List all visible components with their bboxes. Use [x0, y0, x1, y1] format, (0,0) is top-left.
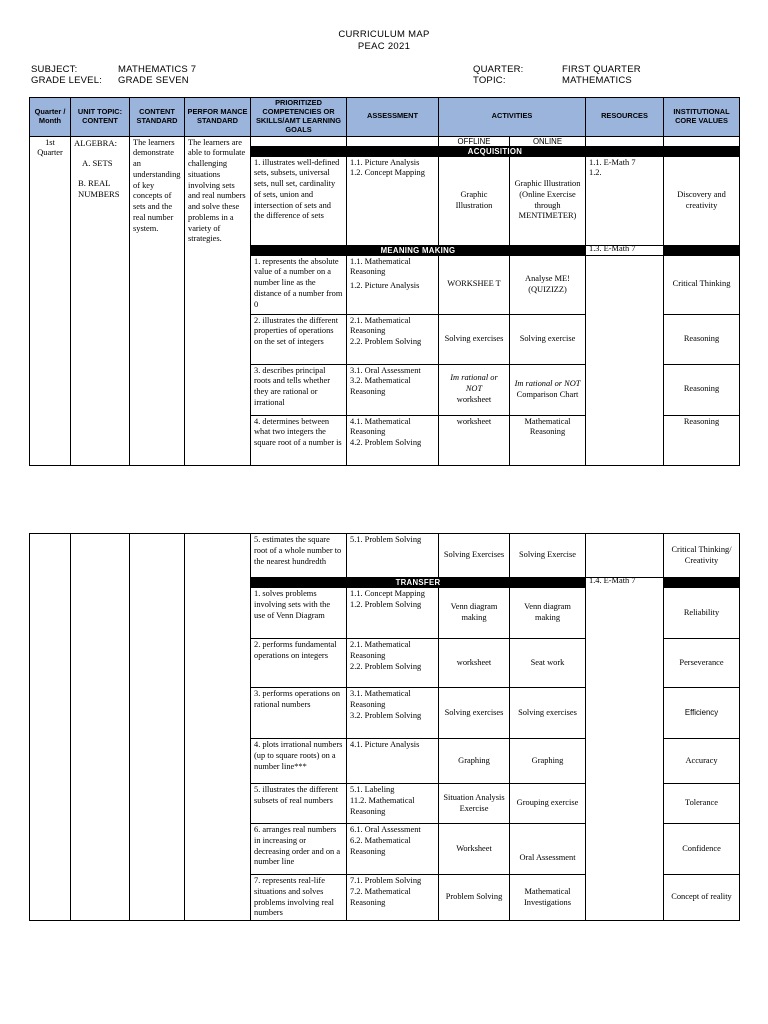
band-transfer: TRANSFER — [251, 578, 586, 588]
online-activity-cell: Mathematical Investigations — [510, 875, 586, 921]
online-activity-cell — [510, 364, 586, 415]
subject-label: SUBJECT: — [31, 64, 78, 75]
assessment-item: 6.2. Mathematical Reasoning — [350, 835, 411, 856]
resource-item: 1.4. E-Math 7 — [589, 575, 636, 585]
assessment-item: 3.1. Mathematical Reasoning — [350, 689, 411, 709]
resources-cell — [586, 156, 664, 245]
assessment-cell: 5.1. Problem Solving — [347, 534, 439, 578]
header-resources: RESOURCES — [586, 98, 664, 137]
online-activity-cell: Graphic Illustration (Online Exercise through MENTIMETER) — [510, 156, 586, 245]
assessment-item: 2.2. Problem Solving — [350, 661, 422, 671]
activity-type: worksheet — [456, 394, 492, 404]
competency-cell: 4. determines between what two integers the square root of a number is — [251, 415, 347, 465]
offline-activity-cell: Graphing — [439, 739, 510, 784]
competency-cell: 6. arranges real numbers in increasing or decreasing order and on a number line — [251, 824, 347, 875]
core-value-cell: Discovery and creativity — [664, 156, 740, 245]
document-subtitle: PEAC 2021 — [357, 41, 411, 52]
assessment-item: 1.1. Concept Mapping — [350, 589, 425, 598]
online-activity-cell: Solving exercise — [510, 314, 586, 364]
resources-cell — [586, 575, 664, 921]
curriculum-table-page1 — [29, 97, 740, 466]
online-activity-cell: Solving exercises — [510, 688, 586, 739]
offline-activity-cell: Solving exercises — [439, 314, 510, 364]
core-value-cell: Confidence — [664, 824, 740, 875]
grade-label: GRADE LEVEL: — [31, 75, 103, 86]
offline-activity-cell: Graphic Illustration — [439, 156, 510, 245]
activity-type: Comparison Chart — [516, 389, 579, 399]
competency-cell: 5. estimates the square root of a whole number to the nearest hundredth — [251, 534, 347, 578]
document-title: CURRICULUM MAP — [338, 29, 430, 40]
online-activity-cell: Solving Exercise — [510, 534, 586, 578]
core-value-cell: Accuracy — [664, 739, 740, 784]
online-activity-cell: Venn diagram making — [510, 588, 586, 639]
assessment-item: 3.2. Problem Solving — [350, 710, 422, 720]
offline-activity-cell: worksheet — [439, 415, 510, 465]
competency-cell: 5. illustrates the different subsets of real numbers — [251, 784, 347, 824]
subheader-offline: OFFLINE — [439, 136, 510, 146]
assessment-item: 1.1. Picture Analysis — [350, 157, 420, 167]
assessment-cell — [347, 415, 439, 465]
topic-value: MATHEMATICS — [562, 75, 632, 86]
assessment-item: 6.1. Oral Assessment — [350, 825, 421, 834]
subject-value: MATHEMATICS 7 — [118, 64, 197, 75]
header-assessment: ASSESSMENT — [347, 98, 439, 137]
assessment-cell — [347, 156, 439, 245]
competency-cell: 2. illustrates the different properties of operations on the set of integers — [251, 314, 347, 364]
assessment-item: 4.1. Mathematical Reasoning — [350, 416, 411, 437]
content-standard-cell: The learners demonstrate an understanding of key concepts of sets and the real number system. — [130, 136, 185, 465]
competency-cell: 2. performs fundamental operations on integers — [251, 639, 347, 688]
assessment-cell: 4.1. Picture Analysis — [347, 739, 439, 784]
subheader-online: ONLINE — [510, 136, 586, 146]
core-value-cell: Efficiency — [664, 688, 740, 739]
assessment-item: 4.2. Problem Solving — [350, 438, 422, 447]
core-value-cell: Perseverance — [664, 639, 740, 688]
core-value-cell: Reasoning — [664, 415, 740, 465]
assessment-cell — [347, 875, 439, 921]
assessment-cell — [347, 588, 439, 639]
resources-cell — [586, 243, 664, 465]
assessment-item: 3.1. Oral Assessment — [350, 365, 421, 375]
offline-activity-cell: WORKSHEE T — [439, 255, 510, 314]
offline-activity-cell: Situation Analysis Exercise — [439, 784, 510, 824]
competency-cell: 1. represents the absolute value of a number on a number line as the distance of a number from 0 — [251, 255, 347, 314]
assessment-item: 2.1. Mathematical Reasoning — [350, 315, 411, 336]
core-value-cell: Reasoning — [664, 314, 740, 364]
band-meaning-making: MEANING MAKING — [251, 245, 586, 255]
resource-item: 1.1. E-Math 7 — [589, 157, 636, 167]
assessment-item: 1.2. Problem Solving — [350, 599, 422, 609]
assessment-item: 7.1. Problem Solving — [350, 876, 422, 885]
assessment-cell — [347, 314, 439, 364]
online-activity-cell: Grouping exercise — [510, 784, 586, 824]
header-core-values: INSTITUTIONAL CORE VALUES — [664, 98, 740, 137]
performance-standard-cell: The learners are able to formulate challenging situations involving sets and real numbers and solve these problems in a variety of strategies. — [185, 136, 251, 465]
quarter-label: QUARTER: — [473, 64, 524, 75]
grade-value: GRADE SEVEN — [118, 75, 189, 86]
offline-activity-cell — [439, 364, 510, 415]
core-value-cell: Reliability — [664, 588, 740, 639]
assessment-item: 5.1. Labeling — [350, 785, 395, 794]
assessment-item: 11.2. Mathematical Reasoning — [350, 795, 415, 816]
header-activities: ACTIVITIES — [439, 98, 586, 137]
header-quarter: Quarter / Month — [30, 98, 71, 137]
offline-activity-cell: Solving exercises — [439, 688, 510, 739]
activity-title: Im rational or NOT — [514, 378, 581, 388]
curriculum-table-page2 — [29, 533, 740, 921]
assessment-item: 2.2. Problem Solving — [350, 337, 422, 346]
assessment-item: 1.1. Mathematical Reasoning — [350, 256, 411, 277]
resource-item: 1.2. — [589, 168, 602, 178]
online-activity-cell: Graphing — [510, 739, 586, 784]
unit-topic-cell — [71, 136, 130, 465]
band-acquisition: ACQUISITION — [251, 146, 740, 156]
offline-activity-cell: Worksheet — [439, 824, 510, 875]
competency-cell: 1. solves problems involving sets with the use of Venn Diagram — [251, 588, 347, 639]
header-performance-standard: PERFOR MANCE STANDARD — [185, 98, 251, 137]
assessment-cell — [347, 784, 439, 824]
competency-cell: 7. represents real-life situations and solves problems involving real numbers — [251, 875, 347, 921]
online-activity-cell: Oral Assessment — [510, 824, 586, 875]
assessment-item: 1.2. Concept Mapping — [350, 168, 425, 178]
unit-algebra: ALGEBRA: — [74, 137, 117, 148]
online-activity-cell: Mathematical Reasoning — [510, 415, 586, 465]
core-value-cell: Critical Thinking/ Creativity — [664, 534, 740, 578]
quarter-value: FIRST QUARTER — [562, 64, 641, 75]
assessment-item: 1.2. Picture Analysis — [350, 281, 420, 290]
unit-sets: A. SETS — [82, 157, 113, 168]
activity-title: Im rational or NOT — [450, 373, 498, 394]
offline-activity-cell: Solving Exercises — [439, 534, 510, 578]
competency-cell: 3. performs operations on rational numbers — [251, 688, 347, 739]
competency-cell: 3. describes principal roots and tells whether they are rational or irrational — [251, 364, 347, 415]
offline-activity-cell: Problem Solving — [439, 875, 510, 921]
offline-activity-cell: worksheet — [439, 639, 510, 688]
assessment-cell — [347, 364, 439, 415]
resource-item: 1.3. E-Math 7 — [589, 243, 636, 253]
header-competencies: PRIORITIZED COMPETENCIES OR SKILLS/AMT LEARNING GOALS — [251, 98, 347, 137]
competency-cell: 4. plots irrational numbers (up to square roots) on a number line*** — [251, 739, 347, 784]
topic-label: TOPIC: — [473, 75, 506, 86]
online-activity-cell: Analyse ME! (QUIZIZZ) — [510, 255, 586, 314]
core-value-cell: Concept of reality — [664, 875, 740, 921]
assessment-item: 3.2. Mathematical Reasoning — [350, 376, 411, 396]
assessment-cell — [347, 639, 439, 688]
header-content-standard: CONTENT STANDARD — [130, 98, 185, 137]
assessment-cell — [347, 824, 439, 875]
unit-real-numbers: B. REAL NUMBERS — [78, 177, 120, 199]
quarter-cell: 1st Quarter — [30, 136, 71, 465]
core-value-cell: Tolerance — [664, 784, 740, 824]
online-activity-cell: Seat work — [510, 639, 586, 688]
assessment-item: 7.2. Mathematical Reasoning — [350, 886, 411, 907]
competency-cell: 1. illustrates well-defined sets, subsets, universal sets, null set, cardinality of sets, union and intersection of sets and the difference of sets — [251, 156, 347, 245]
core-value-cell: Reasoning — [664, 364, 740, 415]
header-unit: UNIT TOPIC: CONTENT — [71, 98, 130, 137]
assessment-item: 2.1. Mathematical Reasoning — [350, 640, 411, 660]
offline-activity-cell: Venn diagram making — [439, 588, 510, 639]
assessment-cell — [347, 255, 439, 314]
core-value-cell: Critical Thinking — [664, 255, 740, 314]
assessment-cell — [347, 688, 439, 739]
